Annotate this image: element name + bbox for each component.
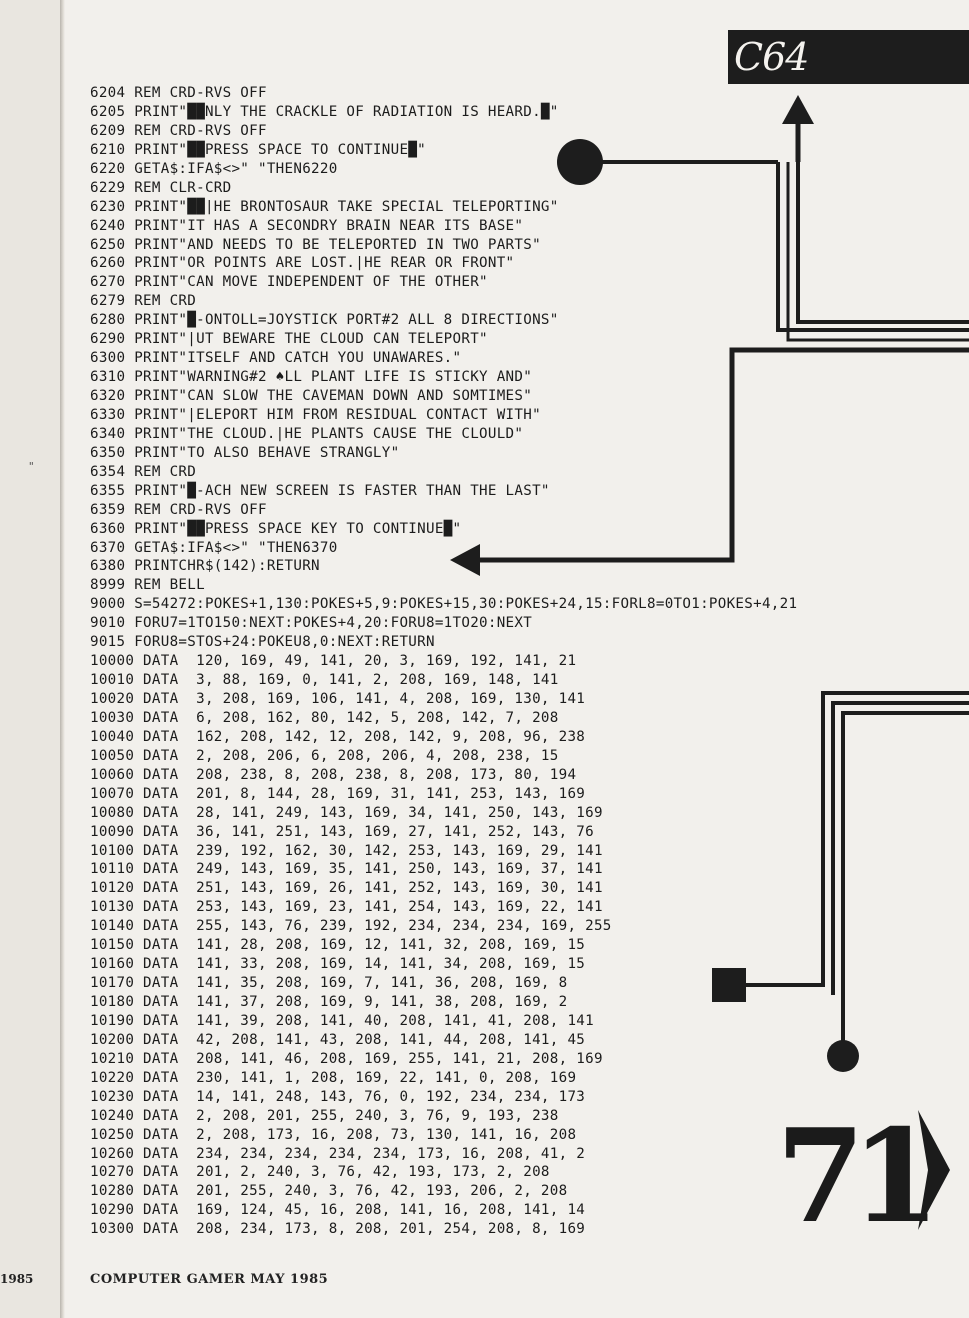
listing-line: 6310 PRINT"WARNING#2 ♠LL PLANT LIFE IS STICKY AND" (90, 369, 533, 386)
section-tag: C64 (728, 30, 969, 84)
listing-line: 10000 DATA 120, 169, 49, 141, 20, 3, 169, 192, 141, 21 (90, 653, 577, 670)
listing-line: 9010 FORU7=1TO150:NEXT:POKES+4,20:FORU8=1TO20:NEXT (90, 615, 533, 632)
listing-line: 10020 DATA 3, 208, 169, 106, 141, 4, 208, 169, 130, 141 (90, 691, 586, 707)
listing-line: 10240 DATA 2, 208, 201, 255, 240, 3, 76, 9, 193, 238 (90, 1107, 559, 1124)
listing-line: 6320 PRINT"CAN SLOW THE CAVEMAN DOWN AND SOMTIMES" (90, 388, 533, 404)
listing-line: 6360 PRINT"██PRESS SPACE KEY TO CONTINUE█" (90, 520, 462, 537)
listing-line: 10250 DATA 2, 208, 173, 16, 208, 73, 130, 141, 16, 208 (90, 1126, 577, 1143)
listing-line: 10270 DATA 201, 2, 240, 3, 76, 42, 193, 173, 2, 208 (90, 1164, 550, 1181)
listing-line: 10010 DATA 3, 88, 169, 0, 141, 2, 208, 169, 148, 141 (90, 672, 559, 689)
listing-line: 6240 PRINT"IT HAS A SECONDRY BRAIN NEAR ITS BASE" (90, 217, 524, 234)
listing-line: 6330 PRINT"|ELEPORT HIM FROM RESIDUAL CONTACT WITH" (90, 406, 541, 423)
listing-line: 9000 S=54272:POKES+1,130:POKES+5,9:POKES+15,30:POKES+24,15:FORL8=0TO1:POKES+4,21 (90, 596, 798, 613)
listing-line: 10260 DATA 234, 234, 234, 234, 234, 173, 16, 208, 41, 2 (90, 1145, 586, 1162)
listing-line: 6205 PRINT"██NLY THE CRACKLE OF RADIATION IS HEARD.█" (90, 103, 559, 120)
listing-line: 6220 GETA$:IFA$<>" "THEN6220 (90, 160, 338, 177)
listing-line: 10230 DATA 14, 141, 248, 143, 76, 0, 192, 234, 234, 173 (90, 1088, 586, 1105)
page-arrow-icon (918, 1110, 958, 1230)
listing-line: 10150 DATA 141, 28, 208, 169, 12, 141, 32, 208, 169, 15 (90, 937, 586, 954)
listing-line: 6340 PRINT"THE CLOUD.|HE PLANTS CAUSE THE CLOULD" (90, 425, 524, 442)
listing-line: 10300 DATA 208, 234, 173, 8, 208, 201, 254, 208, 8, 169 (90, 1221, 586, 1238)
listing-line: 10110 DATA 249, 143, 169, 35, 141, 250, 143, 169, 37, 141 (90, 861, 603, 878)
listing-line: 6209 REM CRD-RVS OFF (90, 122, 267, 139)
listing-line: 6230 PRINT"██|HE BRONTOSAUR TAKE SPECIAL TELEPORTING" (90, 198, 559, 215)
listing-line: 6359 REM CRD-RVS OFF (90, 501, 267, 518)
listing-line: 10170 DATA 141, 35, 208, 169, 7, 141, 36, 208, 169, 8 (90, 975, 568, 992)
facing-page-year: 1985 (0, 1272, 34, 1286)
listing-line: 10290 DATA 169, 124, 45, 16, 208, 141, 16, 208, 141, 14 (90, 1202, 586, 1219)
listing-line: 6354 REM CRD (90, 463, 197, 480)
listing-line: 10070 DATA 201, 8, 144, 28, 169, 31, 141, 253, 143, 169 (90, 785, 586, 802)
listing-line: 10050 DATA 2, 208, 206, 6, 208, 206, 4, 208, 238, 15 (90, 747, 559, 764)
listing-line: 6210 PRINT"██PRESS SPACE TO CONTINUE█" (90, 141, 426, 158)
listing-line: 10120 DATA 251, 143, 169, 26, 141, 252, 143, 169, 30, 141 (90, 880, 603, 897)
page-number: 71 (776, 1102, 927, 1252)
listing-line: 10090 DATA 36, 141, 251, 143, 169, 27, 141, 252, 143, 76 (90, 823, 594, 840)
listing-line: 10060 DATA 208, 238, 8, 208, 238, 8, 208, 173, 80, 194 (90, 766, 577, 783)
listing-line: 10190 DATA 141, 39, 208, 141, 40, 208, 141, 41, 208, 141 (90, 1012, 594, 1029)
listing-line: 6250 PRINT"AND NEEDS TO BE TELEPORTED IN TWO PARTS" (90, 236, 541, 253)
listing-line: 6280 PRINT"█-ONTOLL=JOYSTICK PORT#2 ALL 8 DIRECTIONS" (90, 312, 559, 329)
listing-line: 10130 DATA 253, 143, 169, 23, 141, 254, 143, 169, 22, 141 (90, 899, 603, 916)
listing-line: 10160 DATA 141, 33, 208, 169, 14, 141, 34, 208, 169, 15 (90, 956, 586, 973)
listing-line: 10180 DATA 141, 37, 208, 169, 9, 141, 38, 208, 169, 2 (90, 994, 568, 1010)
listing-line: 6370 GETA$:IFA$<>" "THEN6370 (90, 539, 338, 556)
listing-line: 6355 PRINT"█-ACH NEW SCREEN IS FASTER THAN THE LAST" (90, 482, 550, 499)
listing-line: 9015 FORU8=STOS+24:POKEU8,0:NEXT:RETURN (90, 634, 435, 651)
listing-line: 6380 PRINTCHR$(142):RETURN (90, 558, 320, 575)
listing-line: 10280 DATA 201, 255, 240, 3, 76, 42, 193, 206, 2, 208 (90, 1183, 568, 1200)
listing-line: 10030 DATA 6, 208, 162, 80, 142, 5, 208, 142, 7, 208 (90, 709, 559, 726)
listing-line: 10200 DATA 42, 208, 141, 43, 208, 141, 44, 208, 141, 45 (90, 1031, 586, 1048)
listing-line: 10140 DATA 255, 143, 76, 239, 192, 234, 234, 234, 169, 255 (90, 918, 612, 935)
listing-line: 10080 DATA 28, 141, 249, 143, 169, 34, 141, 250, 143, 169 (90, 804, 603, 821)
gutter-mark: " (28, 460, 35, 473)
listing-line: 6229 REM CLR-CRD (90, 179, 232, 196)
page-footer: COMPUTER GAMER MAY 1985 (90, 1272, 329, 1287)
listing-line: 6300 PRINT"ITSELF AND CATCH YOU UNAWARES." (90, 350, 462, 367)
listing-line: 10210 DATA 208, 141, 46, 208, 169, 255, 141, 21, 208, 169 (90, 1050, 603, 1067)
listing-line: 6260 PRINT"OR POINTS ARE LOST.|HE REAR OR FRONT" (90, 255, 515, 272)
listing-line: 6350 PRINT"TO ALSO BEHAVE STRANGLY" (90, 444, 400, 461)
page-gutter (0, 0, 62, 1318)
listing-line: 6279 REM CRD (90, 293, 197, 310)
listing-line: 8999 REM BELL (90, 577, 205, 594)
basic-program-listing (90, 84, 797, 1239)
listing-line: 10220 DATA 230, 141, 1, 208, 169, 22, 141, 0, 208, 169 (90, 1069, 577, 1086)
listing-line: 10100 DATA 239, 192, 162, 30, 142, 253, 143, 169, 29, 141 (90, 842, 603, 859)
listing-line: 6290 PRINT"|UT BEWARE THE CLOUD CAN TELEPORT" (90, 331, 488, 348)
gutter-shadow (60, 0, 65, 1318)
listing-line: 6204 REM CRD-RVS OFF (90, 85, 267, 101)
listing-line: 10040 DATA 162, 208, 142, 12, 208, 142, 9, 208, 96, 238 (90, 728, 586, 745)
listing-line: 6270 PRINT"CAN MOVE INDEPENDENT OF THE OTHER" (90, 274, 488, 291)
